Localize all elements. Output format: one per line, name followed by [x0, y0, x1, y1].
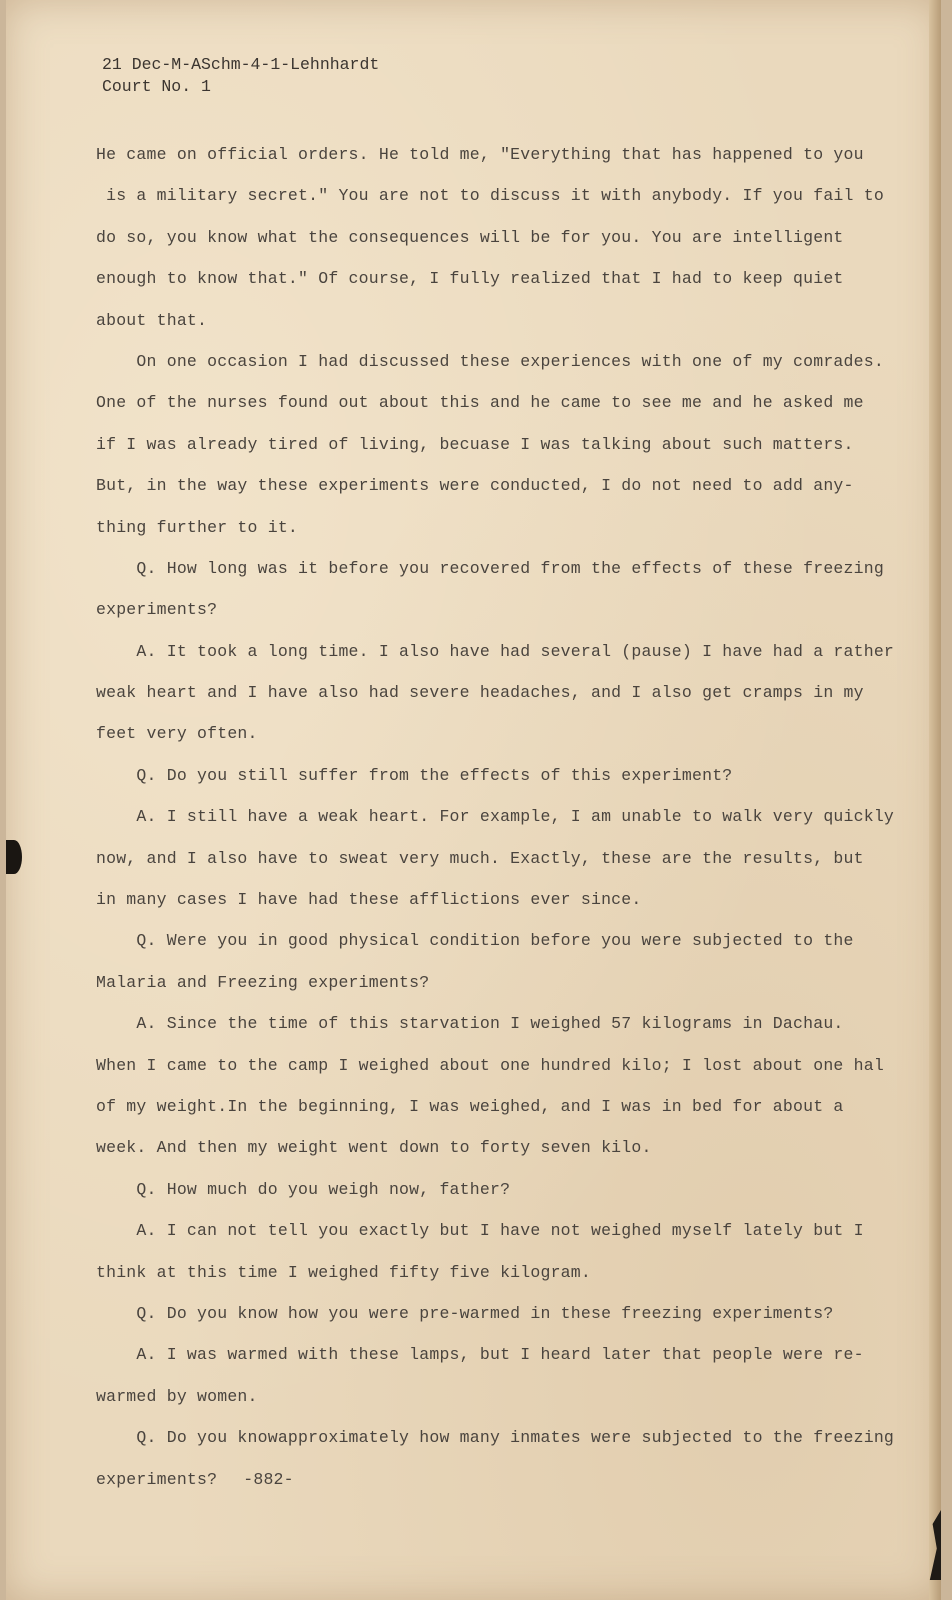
text-line: A. I can not tell you exactly but I have not weighed myself lately but I: [96, 1221, 864, 1241]
text-line: of my weight.In the beginning, I was weighed, and I was in bed for about a: [96, 1096, 844, 1116]
text-line: enough to know that." Of course, I fully realized that I had to keep quiet: [96, 269, 844, 289]
text-line: Q. How much do you weigh now, father?: [96, 1179, 511, 1199]
text-line: feet very often.: [96, 724, 258, 744]
transcript-body: [96, 134, 896, 1500]
text-line: about that.: [96, 310, 208, 330]
text-line: A. Since the time of this starvation I weighed 57 kilograms in Dachau.: [96, 1014, 844, 1034]
text-line: week. And then my weight went down to forty seven kilo.: [96, 1138, 652, 1158]
text-line: thing further to it.: [96, 517, 299, 537]
text-line: When I came to the camp I weighed about one hundred kilo; I lost about one hal: [96, 1055, 884, 1075]
text-line: A. I still have a weak heart. For example, I am unable to walk very quickly: [96, 807, 895, 827]
text-line: in many cases I have had these afflictions ever since.: [96, 890, 642, 910]
text-line: think at this time I weighed fifty five kilogram.: [96, 1262, 591, 1282]
document-header: [102, 54, 379, 98]
text-line: Q. Were you in good physical condition before you were subjected to the: [96, 931, 854, 951]
header-reference: 21 Dec-M-ASchm-4-1-Lehnhardt: [102, 55, 380, 74]
text-line: Q. How long was it before you recovered from the effects of these freezing: [96, 558, 884, 578]
text-line: On one occasion I had discussed these experiences with one of my comrades.: [96, 351, 884, 371]
document-page: [6, 0, 941, 1600]
text-line: is a military secret." You are not to discuss it with anybody. If you fail to: [96, 186, 884, 206]
text-line: weak heart and I have also had severe headaches, and I also get cramps in my: [96, 683, 864, 703]
text-line: experiments?: [96, 600, 218, 620]
text-line: now, and I also have to sweat very much. Exactly, these are the results, but: [96, 848, 864, 868]
text-line: if I was already tired of living, becuase I was talking about such matters.: [96, 434, 854, 454]
page-edge: [929, 0, 941, 1600]
page-number: -882-: [243, 1469, 294, 1489]
header-court: Court No. 1: [102, 77, 211, 96]
text-line: experiments?: [96, 1469, 218, 1489]
text-line: Malaria and Freezing experiments?: [96, 972, 430, 992]
text-line: A. I was warmed with these lamps, but I heard later that people were re-: [96, 1345, 864, 1365]
text-line: One of the nurses found out about this and he came to see me and he asked me: [96, 393, 864, 413]
text-line: Q. Do you still suffer from the effects of this experiment?: [96, 765, 733, 785]
text-line: Q. Do you know how you were pre-warmed in these freezing experiments?: [96, 1303, 834, 1323]
text-line: A. It took a long time. I also have had several (pause) I have had a rather: [96, 641, 895, 661]
text-line: He came on official orders. He told me, "Everything that has happened to you: [96, 145, 864, 164]
text-line: Q. Do you knowapproximately how many inmates were subjected to the freezing: [96, 1428, 895, 1448]
punch-hole: [6, 840, 22, 874]
text-line: warmed by women.: [96, 1386, 258, 1406]
last-line: [96, 1459, 896, 1500]
text-line: But, in the way these experiments were conducted, I do not need to add any-: [96, 476, 854, 496]
text-line: do so, you know what the consequences will be for you. You are intelligent: [96, 227, 844, 247]
